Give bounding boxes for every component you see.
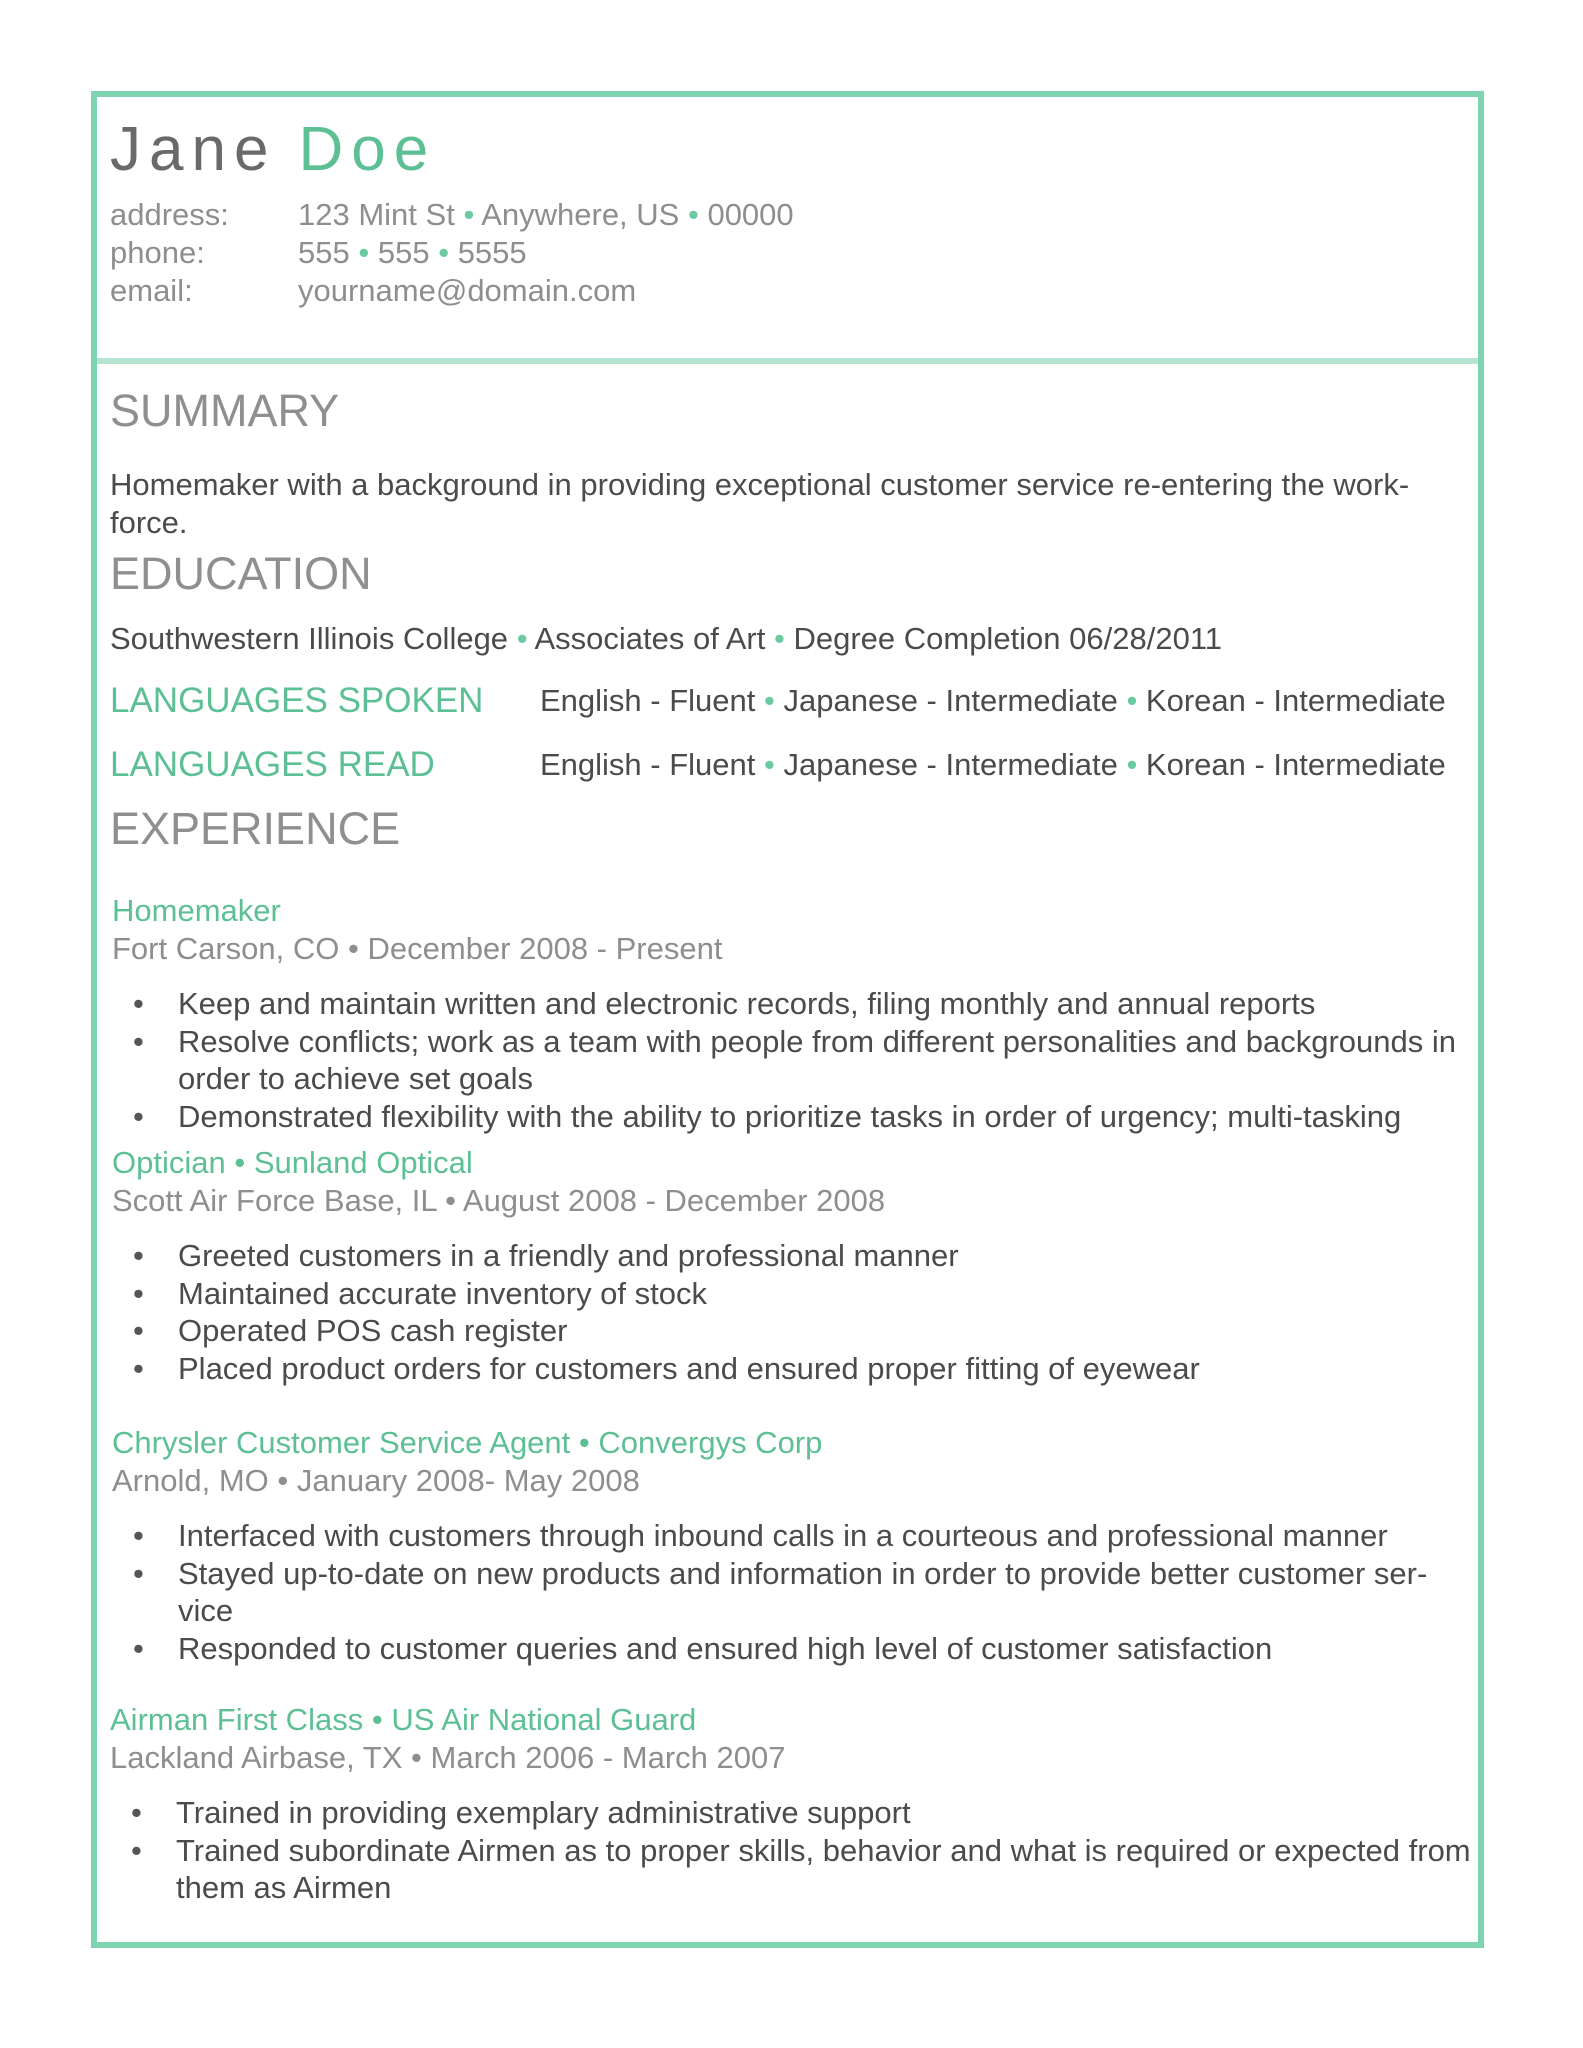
job-bullet: • Maintained accurate inventory of stock: [112, 1275, 1482, 1313]
job-bullet: • Trained in providing exemplary administrative support: [110, 1794, 1480, 1832]
address-street: 123 Mint St: [298, 197, 455, 232]
education-completion: Degree Completion 06/28/2011: [793, 621, 1223, 656]
separator-dot: •: [348, 931, 359, 966]
language-entry: Korean - Intermediate: [1145, 747, 1446, 782]
email-label: email:: [110, 273, 193, 308]
job-title: [112, 1424, 1482, 1462]
job-location-dates: [112, 1462, 1482, 1500]
job-dates: August 2008 - December 2008: [462, 1183, 886, 1218]
job-bullets: [112, 1517, 1482, 1667]
address-zip: 00000: [707, 197, 794, 232]
email-row: [110, 272, 794, 310]
job-location: Arnold, MO: [112, 1463, 269, 1498]
job-entry: [112, 892, 1482, 1135]
language-entry: Japanese - Intermediate: [783, 683, 1118, 718]
separator-dot: •: [516, 621, 528, 656]
phone-part: 555: [298, 235, 350, 270]
separator-dot: •: [773, 621, 785, 656]
job-dates: December 2008 - Present: [367, 931, 723, 966]
separator-dot: •: [463, 197, 475, 232]
job-location: Fort Carson, CO: [112, 931, 340, 966]
languages-read-values: [540, 744, 1446, 786]
job-bullet: • Stayed up-to-date on new products and information in order to provide better customer ser-vice: [112, 1555, 1482, 1630]
job-bullet: • Responded to customer queries and ensured high level of customer satisfaction: [112, 1630, 1482, 1668]
education-school: Southwestern Illinois College: [110, 621, 509, 656]
language-entry: English - Fluent: [540, 683, 756, 718]
separator-dot: •: [1126, 683, 1138, 718]
job-entry: [112, 1144, 1482, 1387]
phone-label: phone:: [110, 235, 205, 270]
last-name: Doe: [298, 115, 437, 184]
job-bullets: [112, 985, 1482, 1135]
job-role: Chrysler Customer Service Agent: [112, 1425, 571, 1460]
job-location-dates: [112, 1182, 1482, 1220]
candidate-name: [110, 114, 436, 186]
job-bullet: • Keep and maintain written and electronic records, filing monthly and annual reports: [112, 985, 1482, 1023]
address-row: [110, 196, 794, 234]
job-entry: [110, 1701, 1480, 1907]
job-bullet: • Resolve conflicts; work as a team with people from different personalities and backgrounds in order to achieve set goals: [112, 1023, 1482, 1098]
separator-dot: •: [438, 235, 450, 270]
job-role: Homemaker: [112, 893, 281, 928]
separator-dot: •: [687, 197, 699, 232]
address-label: address:: [110, 197, 229, 232]
language-entry: Korean - Intermediate: [1145, 683, 1446, 718]
job-entry: [112, 1424, 1482, 1667]
job-role: Airman First Class: [110, 1702, 364, 1737]
separator-dot: •: [358, 235, 370, 270]
job-bullet: • Placed product orders for customers and ensured proper fitting of eyewear: [112, 1350, 1482, 1388]
separator-dot: •: [277, 1463, 289, 1498]
education-degree: Associates of Art: [534, 621, 766, 656]
phone-row: [110, 234, 794, 272]
first-name: Jane: [110, 115, 277, 184]
job-bullet: • Interfaced with customers through inbound calls in a courteous and professional manner: [112, 1517, 1482, 1555]
separator-dot: •: [578, 1425, 590, 1460]
job-bullets: [112, 1237, 1482, 1387]
email-value: yourname@domain.com: [298, 273, 637, 308]
job-location-dates: [112, 930, 1482, 968]
separator-dot: •: [234, 1145, 246, 1180]
separator-dot: •: [411, 1740, 422, 1775]
job-location: Scott Air Force Base, IL: [112, 1183, 437, 1218]
language-entry: English - Fluent: [540, 747, 756, 782]
job-dates: March 2006 - March 2007: [430, 1740, 786, 1775]
experience-heading: EXPERIENCE: [110, 803, 401, 854]
separator-dot: •: [764, 683, 775, 718]
education-heading: EDUCATION: [110, 548, 372, 599]
job-company: Convergys Corp: [598, 1425, 823, 1460]
job-title: [112, 892, 1482, 930]
job-bullet: • Trained subordinate Airmen as to proper skills, behavior and what is required or expected from them as Airmen: [110, 1832, 1480, 1907]
address-value: [298, 196, 794, 234]
separator-dot: •: [1126, 747, 1138, 782]
job-bullets: [110, 1794, 1480, 1907]
summary-heading: SUMMARY: [110, 385, 340, 436]
education-line: [110, 620, 1222, 658]
language-entry: Japanese - Intermediate: [783, 747, 1118, 782]
summary-text: Homemaker with a background in providing exceptional customer service re-entering the work-force.: [110, 467, 1410, 540]
languages-spoken-label: LANGUAGES SPOKEN: [110, 681, 484, 720]
job-title: [110, 1701, 1480, 1739]
phone-part: 555: [377, 235, 430, 270]
job-location: Lackland Airbase, TX: [110, 1740, 403, 1775]
job-role: Optician: [112, 1145, 226, 1180]
separator-dot: •: [445, 1183, 456, 1218]
languages-read-label: LANGUAGES READ: [110, 745, 435, 784]
separator-dot: •: [764, 747, 775, 782]
job-company: US Air National Guard: [391, 1702, 697, 1737]
phone-part: 5555: [457, 235, 527, 270]
job-company: Sunland Optical: [253, 1145, 473, 1180]
job-bullet: • Operated POS cash register: [112, 1312, 1482, 1350]
address-city: Anywhere, US: [481, 197, 680, 232]
contact-info: [110, 196, 794, 310]
header-divider: [97, 358, 1478, 364]
job-dates: January 2008- May 2008: [296, 1463, 640, 1498]
job-bullet: • Demonstrated flexibility with the ability to prioritize tasks in order of urgency; multi-tasking: [112, 1098, 1482, 1136]
languages-spoken-values: [540, 680, 1446, 722]
phone-value: [298, 234, 527, 272]
job-title: [112, 1144, 1482, 1182]
job-location-dates: [110, 1739, 1480, 1777]
job-bullet: • Greeted customers in a friendly and professional manner: [112, 1237, 1482, 1275]
separator-dot: •: [371, 1702, 383, 1737]
